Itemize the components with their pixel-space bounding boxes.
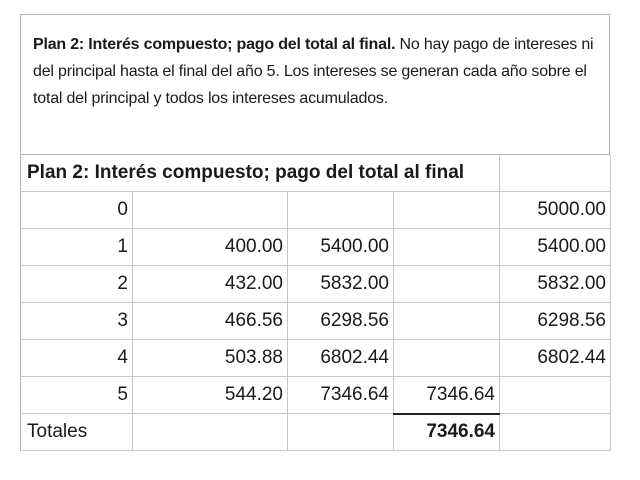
table-row (21, 377, 611, 414)
table-cell (500, 414, 611, 451)
principal-cell: 6802.44 (500, 340, 611, 377)
payment-cell: 7346.64 (394, 377, 500, 414)
owed-cell: 7346.64 (288, 377, 394, 414)
payment-cell (394, 192, 500, 229)
interest-cell (133, 192, 288, 229)
principal-cell (500, 377, 611, 414)
payment-cell (394, 229, 500, 266)
table-title-row (21, 155, 611, 192)
year-cell: 2 (21, 266, 133, 303)
interest-cell: 466.56 (133, 303, 288, 340)
table-row (21, 192, 611, 229)
principal-cell: 6298.56 (500, 303, 611, 340)
year-cell: 5 (21, 377, 133, 414)
totals-row (21, 414, 611, 451)
table-row (21, 303, 611, 340)
interest-cell: 544.20 (133, 377, 288, 414)
year-cell: 0 (21, 192, 133, 229)
payment-cell (394, 303, 500, 340)
year-cell: 1 (21, 229, 133, 266)
interest-cell: 432.00 (133, 266, 288, 303)
table-row (21, 266, 611, 303)
principal-cell: 5832.00 (500, 266, 611, 303)
table-cell (500, 155, 611, 192)
table-title: Plan 2: Interés compuesto; pago del total al final (21, 155, 500, 192)
table-row (21, 229, 611, 266)
table-row (21, 340, 611, 377)
payment-cell (394, 340, 500, 377)
owed-cell: 6802.44 (288, 340, 394, 377)
spreadsheet-table (20, 154, 611, 451)
totals-label: Totales (21, 414, 133, 451)
interest-cell: 400.00 (133, 229, 288, 266)
table-cell (133, 414, 288, 451)
owed-cell: 5400.00 (288, 229, 394, 266)
payment-cell (394, 266, 500, 303)
year-cell: 4 (21, 340, 133, 377)
table-cell (288, 414, 394, 451)
principal-cell: 5000.00 (500, 192, 611, 229)
owed-cell: 5832.00 (288, 266, 394, 303)
year-cell: 3 (21, 303, 133, 340)
owed-cell (288, 192, 394, 229)
totals-value: 7346.64 (394, 414, 500, 451)
interest-cell: 503.88 (133, 340, 288, 377)
owed-cell: 6298.56 (288, 303, 394, 340)
principal-cell: 5400.00 (500, 229, 611, 266)
plan-description (20, 14, 610, 154)
plan-description-body: No hay pago de intereses ni del principal hasta el final del año 5. Los intereses se generan cada año sobre el total del principal y todos los intereses acumulados. (33, 36, 594, 107)
plan-description-title: Plan 2: Interés compuesto; pago del total al final. (33, 36, 396, 53)
